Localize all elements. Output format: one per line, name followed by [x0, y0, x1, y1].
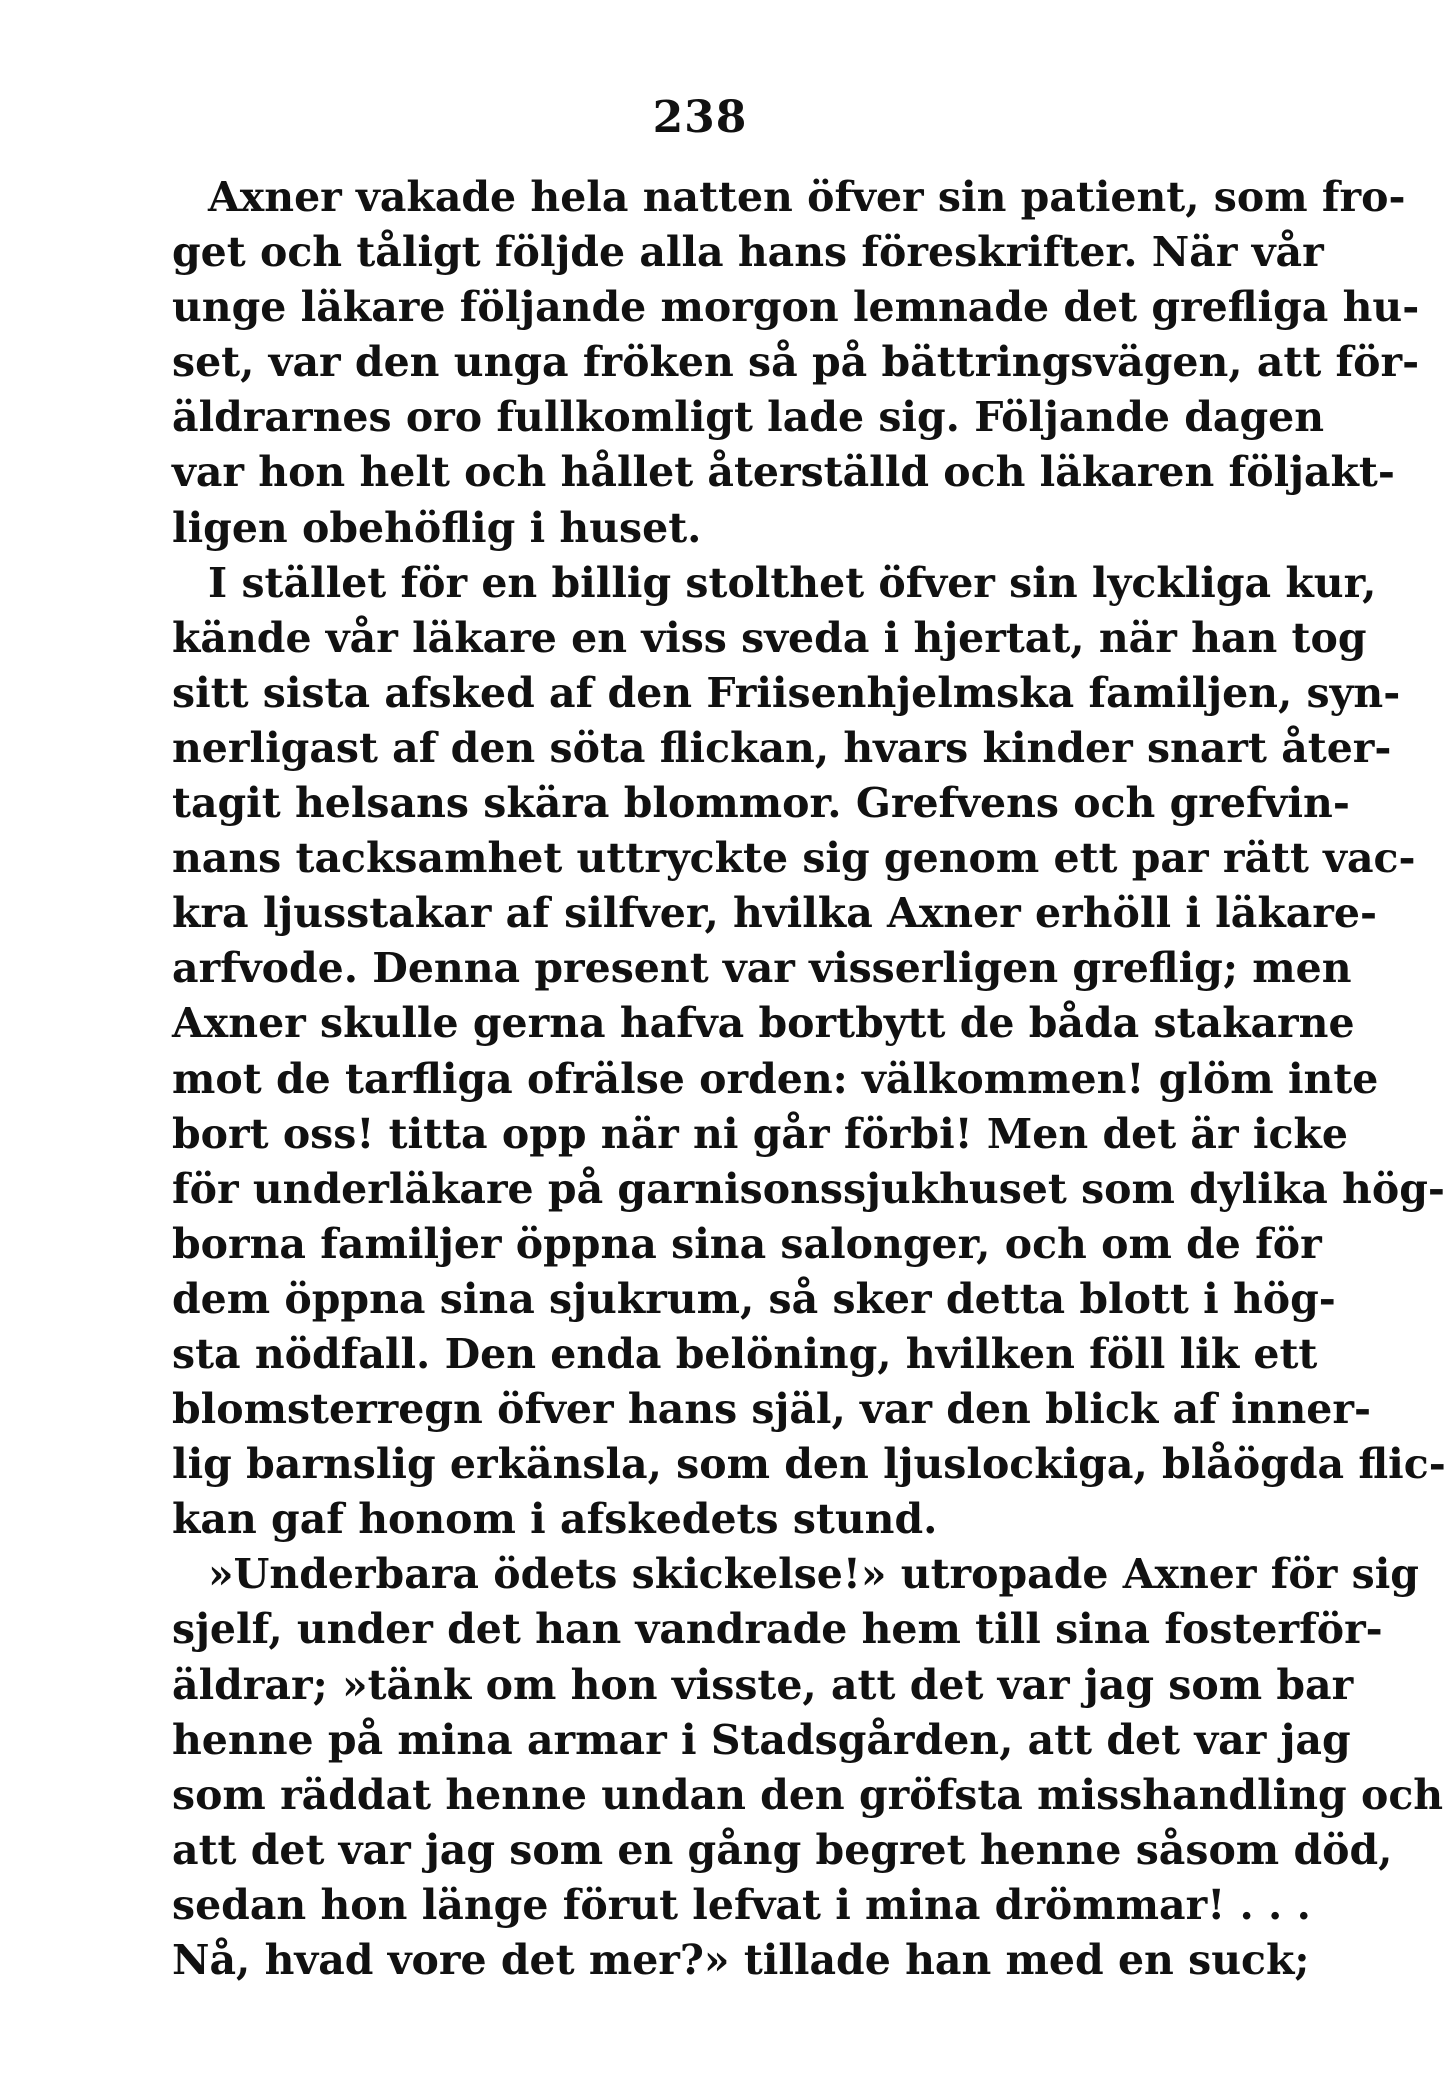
text-line: Axner skulle gerna hafva bortbytt de båda stakarne [172, 999, 1355, 1048]
text-line: lig barnslig erkänsla, som den ljuslockiga, blåögda flic- [172, 1440, 1446, 1489]
text-line: kra ljusstakar af silfver, hvilka Axner erhöll i läkare- [172, 889, 1377, 938]
text-line: bort oss! titta opp när ni går förbi! Men det är icke [172, 1109, 1348, 1158]
text-line: sjelf, under det han vandrade hem till sina fosterför- [172, 1605, 1383, 1654]
text-line: som räddat henne undan den gröfsta misshandling och [172, 1770, 1444, 1819]
text-line: sedan hon länge förut lefvat i mina drömmar! . . . [172, 1880, 1311, 1929]
text-line: sitt sista afsked af den Friisenhjelmska familjen, syn- [172, 668, 1401, 717]
text-line: nans tacksamhet uttryckte sig genom ett par rätt vac- [172, 834, 1416, 883]
text-line: äldrar; »tänk om hon visste, att det var jag som bar [172, 1660, 1354, 1709]
text-line: sta nödfall. Den enda belöning, hvilken föll lik ett [172, 1329, 1318, 1378]
text-line: Nå, hvad vore det mer?» tillade han med en suck; [172, 1936, 1310, 1984]
text-line: »Underbara ödets skickelse!» utropade Axner för sig [208, 1550, 1419, 1599]
text-line: unge läkare följande morgon lemnade det grefliga hu- [172, 283, 1420, 332]
text-line: henne på mina armar i Stadsgården, att det var jag [172, 1715, 1351, 1764]
text-line: ligen obehöflig i huset. [172, 503, 702, 552]
text-line: kände vår läkare en viss sveda i hjertat, när han tog [172, 613, 1367, 662]
text-line: var hon helt och hållet återställd och läkaren följakt- [172, 448, 1395, 497]
text-line: borna familjer öppna sina salonger, och om de för [172, 1219, 1322, 1268]
text-line: dem öppna sina sjukrum, så sker detta blott i hög- [172, 1274, 1336, 1323]
text-line: tagit helsans skära blommor. Grefvens och grefvin- [172, 779, 1350, 828]
page-number: 238 [652, 92, 748, 143]
text-line: äldrarnes oro fullkomligt lade sig. Följande dagen [172, 393, 1325, 442]
text-line: blomsterregn öfver hans själ, var den blick af inner- [172, 1385, 1371, 1434]
text-line: get och tåligt följde alla hans föreskrifter. När vår [172, 228, 1324, 277]
text-line: arfvode. Denna present var visserligen greflig; men [172, 944, 1352, 993]
text-line: Axner vakade hela natten öfver sin patient, som fro- [208, 173, 1406, 221]
text-line: set, var den unga fröken så på bättringsvägen, att för- [172, 338, 1420, 387]
text-line: mot de tarfliga ofrälse orden: välkommen! glöm inte [172, 1054, 1379, 1103]
text-line: kan gaf honom i afskedets stund. [172, 1495, 938, 1544]
body-text [172, 170, 1446, 1988]
text-line: nerligast af den söta flickan, hvars kinder snart åter- [172, 723, 1392, 772]
text-line: att det var jag som en gång begret henne såsom död, [172, 1825, 1393, 1874]
text-line: för underläkare på garnisonssjukhuset som dylika hög- [172, 1164, 1445, 1213]
text-line: I stället för en billig stolthet öfver sin lyckliga kur, [208, 558, 1377, 607]
